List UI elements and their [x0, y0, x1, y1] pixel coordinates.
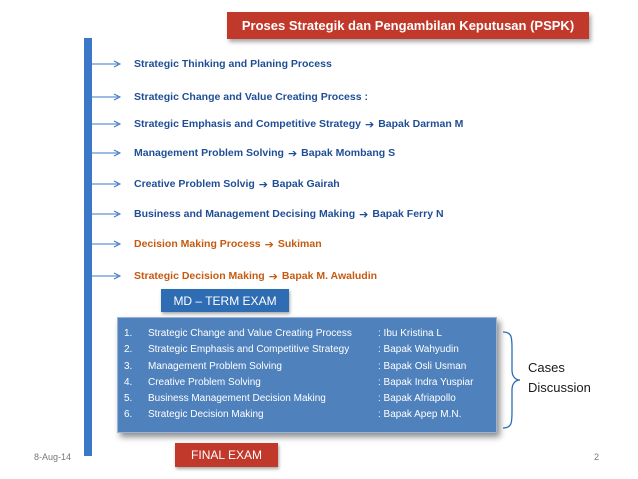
page-number: 2 [594, 452, 600, 462]
topic-row [92, 176, 340, 192]
exam-list-item: 3. Management Problem Solving : Bapak Osli Usman [124, 361, 467, 372]
topic-text: Management Problem Solving ➔ Bapak Mombang S [134, 147, 396, 160]
slide-title: Proses Strategik dan Pengambilan Keputusan (PSPK) [227, 12, 589, 39]
lecturer-name: Bapak Darman M [378, 118, 464, 130]
right-arrow-icon [92, 210, 122, 218]
lecturer-name: Sukiman [277, 238, 322, 250]
bold-right-arrow-icon: ➔ [258, 178, 269, 191]
exam-list-item: 2. Strategic Emphasis and Competitive Strategy : Bapak Wahyudin [124, 344, 459, 355]
bold-right-arrow-icon: ➔ [359, 208, 369, 221]
timeline-bar [84, 38, 92, 456]
midterm-exam-label: MD – TERM EXAM [161, 289, 289, 312]
right-arrow-icon [92, 149, 122, 157]
lecturer-name: Bapak Ferry N [372, 208, 444, 220]
bold-right-arrow-icon: ➔ [264, 238, 274, 251]
exam-list-item: 6. Strategic Decision Making : Bapak Apep M.N. [124, 409, 462, 420]
bold-right-arrow-icon: ➔ [364, 118, 375, 131]
topic-row [92, 89, 368, 105]
right-arrow-icon [92, 120, 122, 128]
topic-row [92, 145, 395, 161]
topic-row [92, 56, 332, 72]
lecturer-name: Bapak Gairah [272, 178, 340, 190]
exam-list-item: 4. Creative Problem Solving : Bapak Indra Yuspiar [124, 377, 474, 388]
topic-text: Strategic Change and Value Creating Process : [134, 91, 368, 103]
topic-row [92, 116, 463, 132]
right-arrow-icon [92, 93, 122, 101]
right-arrow-icon [92, 180, 122, 188]
exam-list-item: 1. Strategic Change and Value Creating Process : Ibu Kristina L [124, 328, 442, 339]
topic-text: Business and Management Decising Making ➔ Bapak Ferry N [134, 208, 444, 221]
final-exam-label: FINAL EXAM [175, 443, 278, 467]
lecturer-name: Bapak Mombang S [301, 147, 396, 159]
topic-text: Decision Making Process ➔ Sukiman [134, 238, 322, 251]
topic-row [92, 236, 322, 252]
footer-date: 8-Aug-14 [34, 452, 72, 462]
right-arrow-icon [92, 60, 122, 68]
lecturer-name: Bapak M. Awaludin [281, 270, 378, 282]
cases-discussion-label: Cases Discussion [528, 360, 591, 395]
bold-right-arrow-icon: ➔ [268, 270, 278, 283]
exam-list-box [117, 317, 497, 433]
topic-row [92, 268, 377, 284]
exam-list-item: 5. Business Management Decision Making : Bapak Afriapollo [124, 393, 456, 404]
topic-row [92, 206, 444, 222]
topic-text: Strategic Emphasis and Competitive Strategy ➔ Bapak Darman M [134, 118, 464, 131]
topic-text: Strategic Thinking and Planing Process [134, 58, 332, 70]
right-arrow-icon [92, 240, 122, 248]
topic-text: Creative Problem Solvig ➔ Bapak Gairah [134, 178, 340, 191]
right-arrow-icon [92, 272, 122, 280]
right-brace-icon [500, 330, 522, 430]
bold-right-arrow-icon: ➔ [287, 147, 298, 160]
topic-text: Strategic Decision Making ➔ Bapak M. Awaludin [134, 270, 378, 283]
